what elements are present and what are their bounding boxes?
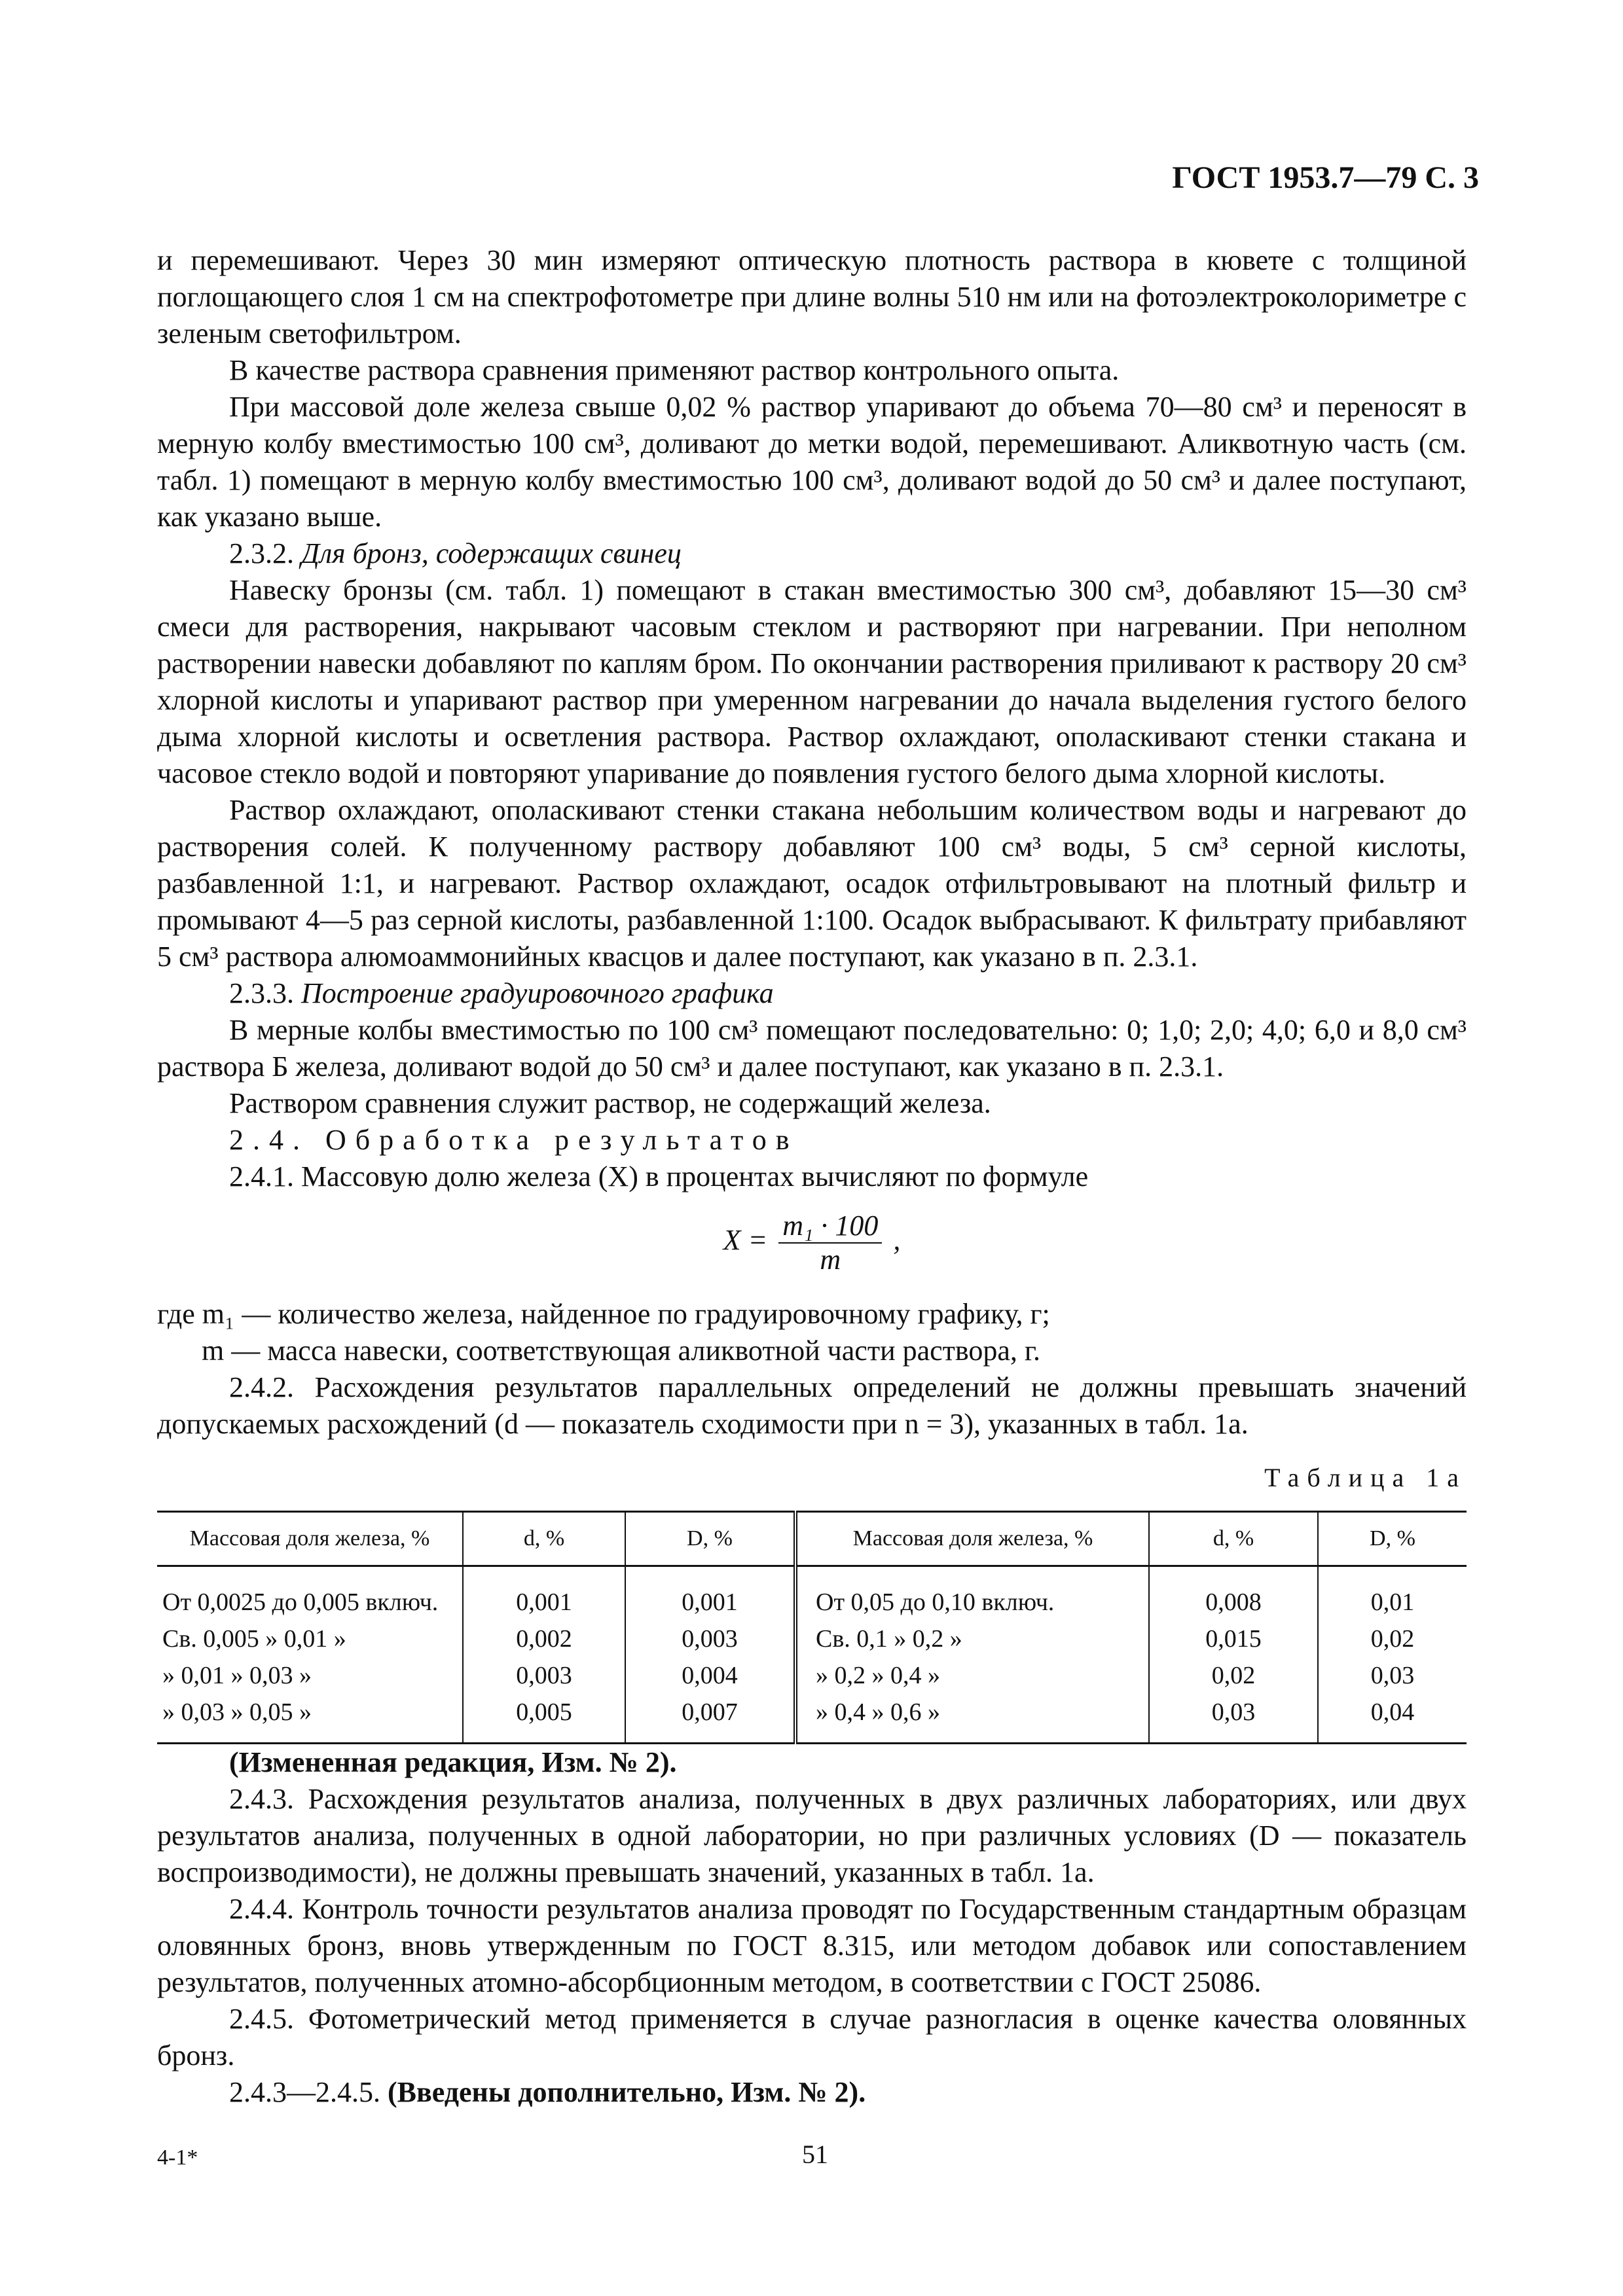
table-header-cell: d, % [463, 1512, 625, 1566]
paragraph: При массовой доле железа свыше 0,02 % раствор упаривают до объема 70—80 см³ и переносят в мерную колбу вместимостью 100 см³, доливают до метки водой, перемешивают. Аликвотную часть (см. табл. 1) помещают в мерную колбу вместимостью 100 см³, доливают водой до 50 см³ и далее поступают, как указано выше. [157, 391, 1467, 533]
table-cell: 0,001 [625, 1566, 795, 1621]
table-cell: Св. 0,005 » 0,01 » [162, 1625, 346, 1653]
body-text [157, 242, 1467, 2111]
table-header-cell: D, % [1318, 1512, 1467, 1566]
paragraph: 2.4.3. Расхождения результатов анализа, полученных в двух различных лабораториях, или двух результатов анализа, полученных в одной лаборатории, но при различных условиях (D — показатель воспроизводимости), не должны превышать значений, указанных в табл. 1а. [157, 1783, 1467, 1888]
table-cell: 0,008 [1149, 1566, 1318, 1621]
formula-lhs: X = [723, 1224, 768, 1257]
paragraph: Раствор охлаждают, ополаскивают стенки стакана небольшим количеством воды и нагревают до растворения солей. К полученному раствору добавляют 100 см³ воды, 5 см³ серной кислоты, разбавленной 1:1, и нагревают. Раствор охлаждают, осадок отфильтровывают на плотный фильтр и промывают 4—5 раз серной кислоты, разбавленной 1:100. Осадок выбрасывают. К фильтрату прибавляют 5 см³ раствора алюмоаммонийных квасцов и далее поступают, как указано в п. 2.3.1. [157, 794, 1467, 973]
table-cell: От 0,0025 до 0,005 включ. [162, 1588, 439, 1616]
table-cell: » 0,4 » 0,6 » [795, 1694, 1149, 1744]
table-cell: 0,003 [463, 1657, 625, 1694]
table-header-cell: Массовая доля железа, % [795, 1512, 1149, 1566]
page-number: 51 [802, 2140, 828, 2169]
table-header-cell: d, % [1149, 1512, 1318, 1566]
paragraph: 2.4.1. Массовую долю железа (X) в процентах вычисляют по формуле [229, 1160, 1089, 1193]
section-heading-2-4: 2.4. Обработка результатов [229, 1124, 799, 1156]
paragraph: 2.4.4. Контроль точности результатов анализа проводят по Государственным стандартным образцам оловянных бронз, вновь утвержденным по ГОСТ 8.315, или методом добавок или сопоставлением результатов, полученных атомно-абсорбционным методом, в соответствии с ГОСТ 25086. [157, 1893, 1467, 1998]
table-row [157, 1694, 1467, 1744]
table-cell: 0,001 [463, 1566, 625, 1621]
table-header-cell: D, % [625, 1512, 795, 1566]
paragraph: 2.4.5. Фотометрический метод применяется в случае разногласия в оценке качества оловянных бронз. [157, 2003, 1467, 2072]
paragraph: Раствором сравнения служит раствор, не содержащий железа. [229, 1087, 991, 1119]
table-cell: От 0,05 до 0,10 включ. [795, 1566, 1149, 1621]
table-caption: Таблица 1а [1264, 1463, 1467, 1492]
formula-denominator: m [820, 1244, 841, 1276]
table-cell: 0,015 [1149, 1621, 1318, 1657]
table-cell: 0,002 [463, 1621, 625, 1657]
formula-fraction [778, 1210, 882, 1276]
table-cell: 0,04 [1318, 1694, 1467, 1744]
legend-line: m — масса навески, соответствующая аликвотной части раствора, г. [202, 1335, 1040, 1367]
table-cell: 0,01 [1318, 1566, 1467, 1621]
formula-tail: , [893, 1224, 901, 1257]
table-cell: 0,03 [1318, 1657, 1467, 1694]
table-cell: » 0,01 » 0,03 » [162, 1662, 312, 1689]
amendment-text: (Введены дополнительно, Изм. № 2). [388, 2076, 866, 2108]
table-cell: Св. 0,1 » 0,2 » [795, 1621, 1149, 1657]
section-number: 2.3.3. [229, 977, 294, 1009]
paragraph: и перемешивают. Через 30 мин измеряют оптическую плотность раствора в кювете с толщиной поглощающего слоя 1 см на спектрофотометре при длине волны 510 нм или на фотоэлектроколориметре с зеленым светофильтром. [157, 244, 1467, 350]
paragraph: 2.4.2. Расхождения результатов параллельных определений не должны превышать значений допускаемых расхождений (d — показатель сходимости при n = 3), указанных в табл. 1а. [157, 1371, 1467, 1440]
table-cell: 0,03 [1149, 1694, 1318, 1744]
paragraph: Навеску бронзы (см. табл. 1) помещают в стакан вместимостью 300 см³, добавляют 15—30 см³ смеси для растворения, накрывают часовым стеклом и растворяют при нагревании. При неполном растворении навески добавляют по каплям бром. По окончании растворения приливают к раствору 20 см³ хлорной кислоты и упаривают раствор при умеренном нагревании до начала выделения густого белого дыма хлорной кислоты и осветления раствора. Раствор охлаждают, ополаскивают стенки стакана и часовое стекло водой и повторяют упаривание до появления густого белого дыма хлорной кислоты. [157, 574, 1467, 789]
table-cell: 0,02 [1149, 1657, 1318, 1694]
legend-lead: где [157, 1298, 195, 1330]
table-cell: 0,007 [625, 1694, 795, 1744]
amendment-range: 2.4.3—2.4.5. [229, 2076, 380, 2108]
table-header-row [157, 1512, 1467, 1566]
section-title: Построение градуировочного графика [301, 977, 774, 1009]
section-heading-2-3-2 [157, 535, 1467, 572]
table-cell: 0,003 [625, 1621, 795, 1657]
table-row [157, 1621, 1467, 1657]
page-header: ГОСТ 1953.7—79 С. 3 [1172, 160, 1479, 195]
amendment-note [157, 2074, 1467, 2111]
paragraph: В качестве раствора сравнения применяют раствор контрольного опыта. [229, 354, 1120, 386]
table-cell: » 0,2 » 0,4 » [795, 1657, 1149, 1694]
table-cell: 0,005 [463, 1694, 625, 1744]
footer-code: 4-1* [157, 2145, 198, 2170]
table-header-cell: Массовая доля железа, % [157, 1512, 463, 1566]
legend-line [157, 1296, 1467, 1333]
table-row [157, 1566, 1467, 1621]
table-row [157, 1657, 1467, 1694]
legend-text: m₁ — количество железа, найденное по градуировочному графику, г; [202, 1298, 1050, 1330]
table-cell: 0,02 [1318, 1621, 1467, 1657]
section-heading-2-3-3 [157, 975, 1467, 1012]
table-1a [157, 1511, 1467, 1744]
paragraph: В мерные колбы вместимостью по 100 см³ помещают последовательно: 0; 1,0; 2,0; 4,0; 6,0 и 8,0 см³ раствора Б железа, доливают водой до 50 см³ и далее поступают, как указано в п. 2.3.1. [157, 1014, 1467, 1083]
table-cell: 0,004 [625, 1657, 795, 1694]
formula-numerator: m₁ · 100 [778, 1210, 882, 1244]
amendment-note: (Измененная редакция, Изм. № 2). [229, 1746, 677, 1778]
section-number: 2.3.2. [229, 537, 294, 569]
section-title: Для бронз, содержащих свинец [301, 537, 682, 569]
formula [157, 1210, 1467, 1282]
table-cell: » 0,03 » 0,05 » [157, 1694, 463, 1744]
